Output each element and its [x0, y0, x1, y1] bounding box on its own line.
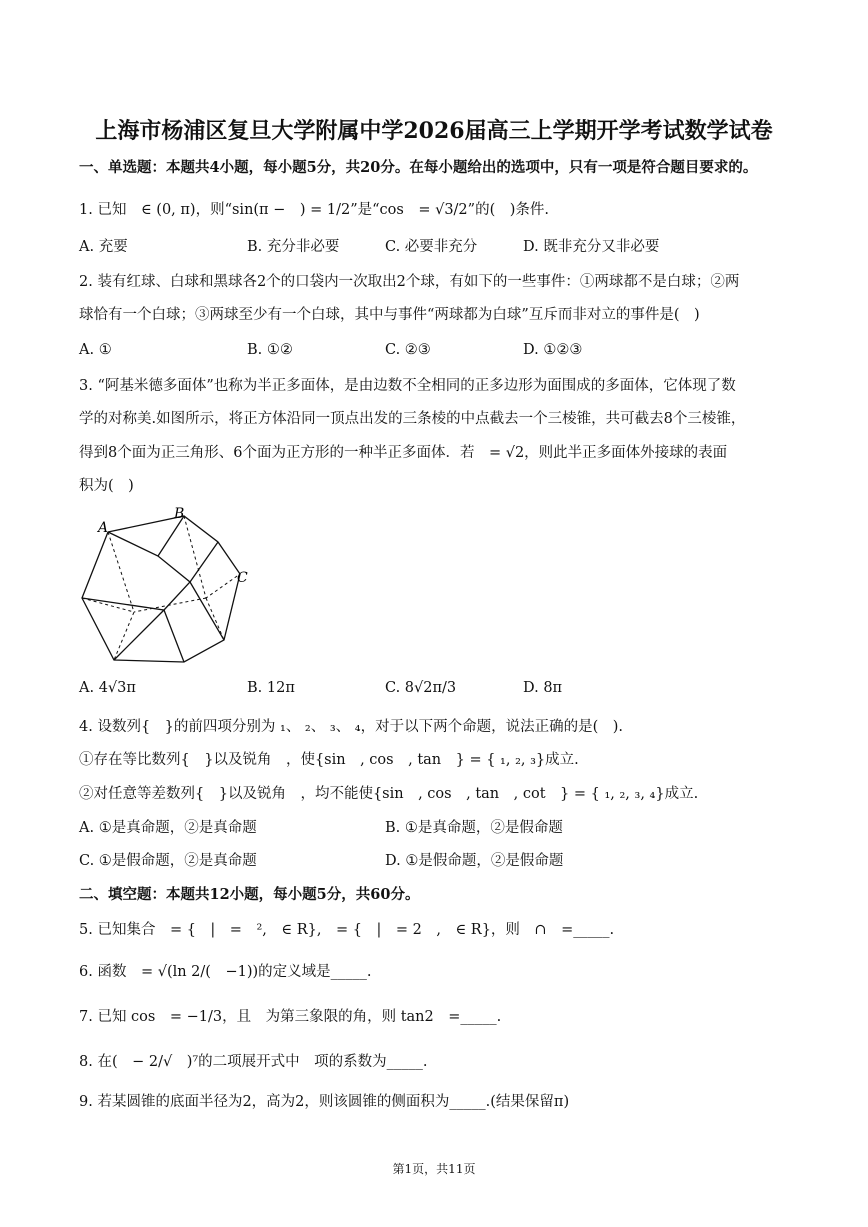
q6: 6. 函数 = √(ln 2/( −1))的定义域是_____.	[79, 964, 372, 980]
q1-option-a: A. 充要	[79, 239, 128, 255]
q3-line3: 得到8个面为正三角形、6个面为正方形的一种半正多面体．若 = √2，则此半正多面体外接球的表面	[79, 445, 728, 461]
q4-option-a: A. ①是真命题，②是真命题	[79, 820, 257, 836]
q4-option-b: B. ①是真命题，②是假命题	[385, 820, 563, 836]
polyhedron-figure	[74, 502, 274, 672]
q3-option-d: D. 8π	[523, 680, 563, 696]
q4-line2: ①存在等比数列{ }以及锐角 ，使{sin , cos , tan } = { ₁, ₂, ₃}成立.	[79, 752, 579, 768]
q3-option-c: C. 8√2π/3	[385, 680, 457, 696]
q4-line1: 4. 设数列{ }的前四项分别为 ₁、 ₂、 ₃、 ₄，对于以下两个命题，说法正确的是( ).	[79, 719, 624, 735]
section2-header: 二、填空题：本题共12小题，每小题5分，共60分。	[79, 886, 420, 903]
q4-option-d: D. ①是假命题，②是假命题	[385, 853, 564, 869]
q5: 5. 已知集合 = { | = ², ∈ R}, = { | = 2 , ∈ R}，则 ∩ =_____.	[79, 922, 615, 938]
q1-option-c: C. 必要非充分	[385, 239, 478, 255]
page-title: 上海市杨浦区复旦大学附属中学2026届高三上学期开学考试数学试卷	[95, 118, 773, 144]
label-a: A	[98, 520, 109, 536]
q8: 8. 在( − 2/√ )⁷的二项展开式中 项的系数为_____.	[79, 1054, 428, 1070]
q1-option-d: D. 既非充分又非必要	[523, 239, 660, 255]
q2-option-b: B. ①②	[247, 342, 293, 358]
label-b: B	[174, 506, 185, 522]
q3-line4: 积为( )	[79, 478, 134, 494]
q2-option-d: D. ①②③	[523, 342, 583, 358]
q2-line1: 2. 装有红球、白球和黑球各2个的口袋内一次取出2个球，有如下的一些事件：①两球都不是白球；②两	[79, 274, 740, 290]
q3-option-a: A. 4√3π	[79, 680, 136, 696]
q1-stem: 1. 已知 ∈ (0, π)，则“sin(π − ) = 1/2”是“cos = √3/2”的( )条件.	[79, 202, 549, 218]
q2-line2: 球恰有一个白球；③两球至少有一个白球，其中与事件“两球都为白球”互斥而非对立的事件是( )	[79, 307, 700, 323]
label-c: C	[237, 570, 248, 586]
page-footer: 第1页，共11页	[392, 1162, 476, 1176]
q2-option-c: C. ②③	[385, 342, 431, 358]
q2-option-a: A. ①	[79, 342, 112, 358]
q3-option-b: B. 12π	[247, 680, 295, 696]
q9: 9. 若某圆锥的底面半径为2，高为2，则该圆锥的侧面积为_____.(结果保留π)	[79, 1094, 570, 1110]
q4-line3: ②对任意等差数列{ }以及锐角 ，均不能使{sin , cos , tan , cot } = { ₁, ₂, ₃, ₄}成立.	[79, 786, 699, 802]
q3-line2: 学的对称美.如图所示，将正方体沿同一顶点出发的三条棱的中点截去一个三棱锥，共可截去8个三棱锥，	[79, 411, 746, 427]
q1-option-b: B. 充分非必要	[247, 239, 340, 255]
q4-option-c: C. ①是假命题，②是真命题	[79, 853, 257, 869]
q7: 7. 已知 cos = −1/3，且 为第三象限的角，则 tan2 =_____.	[79, 1009, 502, 1025]
section1-header: 一、单选题：本题共4小题，每小题5分，共20分。在每小题给出的选项中，只有一项是符合题目要求的。	[79, 159, 758, 176]
q3-line1: 3. “阿基米德多面体”也称为半正多面体，是由边数不全相同的正多边形为面围成的多面体，它体现了数	[79, 378, 736, 394]
